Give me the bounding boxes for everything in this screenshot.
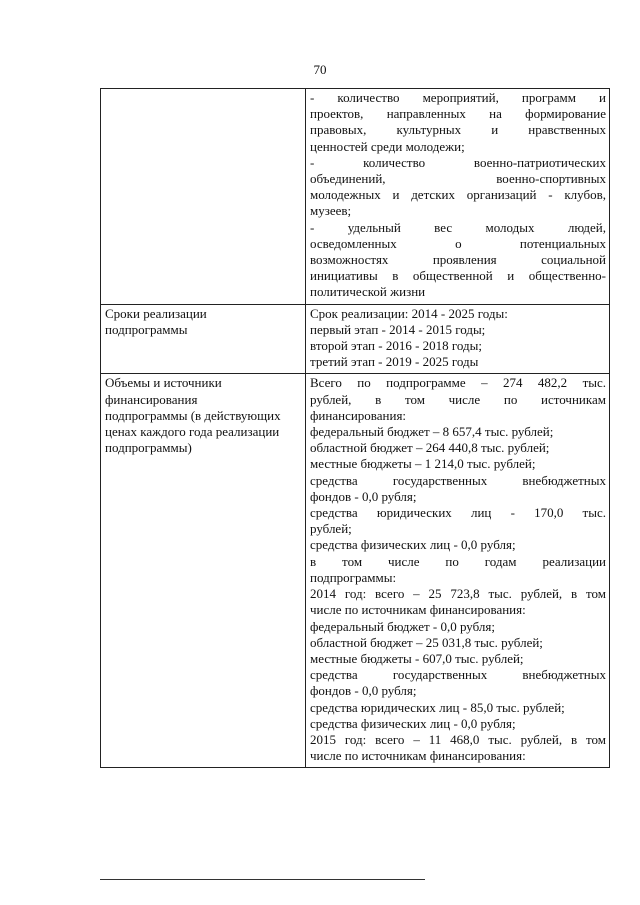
value-line: средства физических лиц - 0,0 рубля; [310,715,516,731]
label-line: финансирования [105,391,198,407]
value-line: музеев; [310,203,352,219]
table-row [101,89,610,305]
value-line: третий этап - 2019 - 2025 годы [310,354,479,370]
value-line: средства юридических лиц - 170,0 тыс. [310,505,606,521]
value-line: - удельный вес молодых людей, [310,219,606,235]
row-label-cell [101,304,306,374]
row-label-cell [101,374,306,768]
value-line: числе по источникам финансирования: [310,602,526,618]
value-line: числе по источникам финансирования: [310,748,526,764]
value-line: - количество военно-патриотических [310,154,606,170]
value-line: первый этап - 2014 - 2015 годы; [310,321,486,337]
value-line: инициативы в общественной и общественно- [310,268,606,284]
value-line: федеральный бюджет - 0,0 рубля; [310,618,496,634]
row-label-cell [101,89,306,305]
value-line: средства физических лиц - 0,0 рубля; [310,537,516,553]
table-row [101,374,610,768]
value-line: осведомленных о потенциальных [310,235,606,251]
label-line: Сроки реализации [105,305,207,321]
row-value-cell [306,374,610,768]
value-line: финансирования: [310,407,407,423]
value-line: возможностях проявления социальной [310,252,606,268]
value-line: подпрограммы: [310,569,397,585]
table-body [101,89,610,768]
value-line: ценностей среди молодежи; [310,138,465,154]
value-line: рублей; [310,521,352,537]
table-row [101,304,610,374]
value-line: 2014 год: всего – 25 723,8 тыс. рублей, в том [310,586,606,602]
passport-table [100,88,610,768]
label-line: подпрограммы (в действующих [105,407,281,423]
value-line: проектов, направленных на формирование [310,106,606,122]
label-line: подпрограммы [105,321,188,337]
value-line: молодежных и детских организаций - клубов, [310,187,606,203]
value-line: областной бюджет – 25 031,8 тыс. рублей; [310,634,543,650]
value-line: объединений, военно-спортивных [310,171,606,187]
label-line: Объемы и источники [105,375,222,391]
value-line: 2015 год: всего – 11 468,0 тыс. рублей, в том [310,731,606,747]
value-line: правовых, культурных и нравственных [310,122,606,138]
value-line: Срок реализации: 2014 - 2025 годы: [310,305,508,321]
value-line: средства государственных внебюджетных [310,472,606,488]
row-value-cell [306,89,610,305]
value-line: средства государственных внебюджетных [310,667,606,683]
value-line: фондов - 0,0 рубля; [310,488,417,504]
label-line: ценах каждого года реализации [105,424,280,440]
value-line: второй этап - 2016 - 2018 годы; [310,338,483,354]
page-number: 70 [313,62,327,77]
value-line: местные бюджеты - 607,0 тыс. рублей; [310,650,524,666]
value-line: рублей, в том числе по источникам [310,391,606,407]
value-line: в том числе по годам реализации [310,553,606,569]
value-line: средства юридических лиц - 85,0 тыс. рублей; [310,699,565,715]
row-value-cell [306,304,610,374]
value-line: областной бюджет – 264 440,8 тыс. рублей; [310,440,550,456]
value-line: политической жизни [310,284,426,300]
value-line: федеральный бюджет – 8 657,4 тыс. рублей; [310,424,554,440]
bottom-divider [100,879,425,880]
value-line: местные бюджеты – 1 214,0 тыс. рублей; [310,456,536,472]
label-line: подпрограммы) [105,440,192,456]
value-line: - количество мероприятий, программ и [310,90,606,105]
value-line: Всего по подпрограмме – 274 482,2 тыс. [310,375,606,391]
value-line: фондов - 0,0 рубля; [310,683,417,699]
